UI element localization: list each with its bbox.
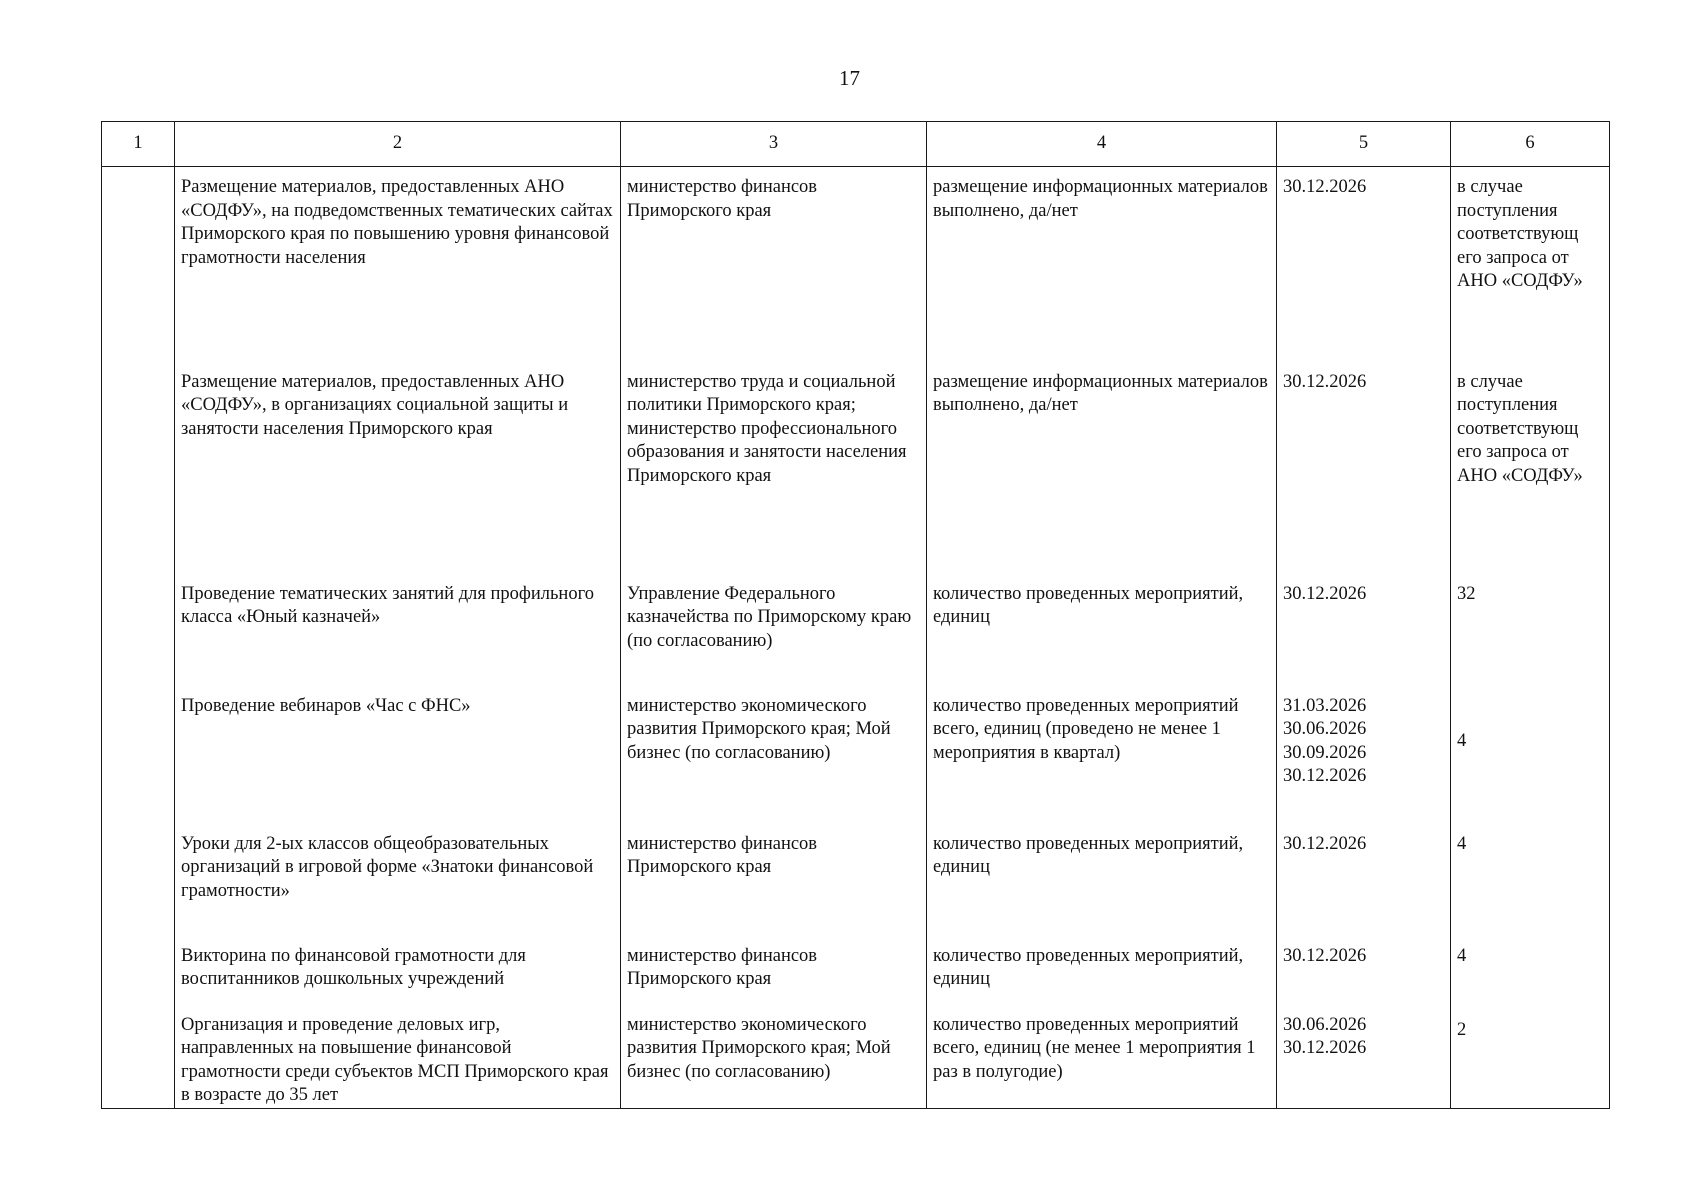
activities-table [101,121,1610,1109]
row-number-cell [102,1005,175,1109]
activity-cell: Проведение вебинаров «Час с ФНС» [175,686,621,824]
deadline-cell [1277,574,1451,686]
indicator-cell: количество проведенных мероприятий всего, единиц (проведено не менее 1 мероприятия в квартал) [927,686,1277,824]
responsible-cell: министерство труда и социальной политики Приморского края; министерство профессионального образования и занятости населения Приморского края [621,362,927,574]
responsible-cell: министерство финансов Приморского края [621,936,927,1005]
deadline-date: 30.09.2026 [1283,742,1367,763]
indicator-cell: размещение информационных материалов выполнено, да/нет [927,167,1277,362]
header-col-1: 1 [102,122,175,167]
deadline-date: 30.12.2026 [1283,1038,1367,1058]
indicator-cell: количество проведенных мероприятий, единиц [927,574,1277,686]
activity-cell: Организация и проведение деловых игр, направленных на повышение финансовой грамотности среди субъектов МСП Приморского края в возрасте до 35 лет [175,1005,621,1109]
indicator-cell: количество проведенных мероприятий, единиц [927,824,1277,936]
row-number-cell [102,167,175,362]
activity-cell: Уроки для 2-ых классов общеобразовательных организаций в игровой форме «Знатоки финансовой грамотности» [175,824,621,936]
deadline-date: 30.12.2026 [1283,177,1367,197]
table-body [102,167,1610,1109]
indicator-cell: размещение информационных материалов выполнено, да/нет [927,362,1277,574]
row-number-cell [102,824,175,936]
deadline-date: 30.06.2026 [1283,1014,1367,1035]
responsible-cell: Управление Федерального казначейства по Приморскому краю (по согласованию) [621,574,927,686]
header-col-4: 4 [927,122,1277,167]
value-cell: в случае поступления соответствующ его запроса от АНО «СОДФУ» [1451,362,1610,574]
indicator-cell: количество проведенных мероприятий, единиц [927,936,1277,1005]
row-number-cell [102,574,175,686]
deadline-cell [1277,1005,1451,1109]
deadline-date: 30.12.2026 [1283,371,1367,392]
table-row [102,936,1610,1005]
header-col-6: 6 [1451,122,1610,167]
indicator-cell: количество проведенных мероприятий всего, единиц (не менее 1 мероприятия 1 раз в полугодие) [927,1005,1277,1109]
deadline-cell [1277,936,1451,1005]
table-row [102,686,1610,824]
row-number-cell [102,362,175,574]
value-cell: 4 [1451,824,1610,936]
value-cell: 4 [1451,686,1610,824]
deadline-cell [1277,824,1451,936]
value-cell: в случае поступления соответствующ его запроса от АНО «СОДФУ» [1451,167,1610,362]
header-row [102,122,1610,167]
table-row [102,1005,1610,1109]
responsible-cell: министерство финансов Приморского края [621,824,927,936]
deadline-date: 30.12.2026 [1283,766,1367,786]
deadline-date: 30.12.2026 [1283,945,1367,966]
value-cell: 32 [1451,574,1610,686]
responsible-cell: министерство экономического развития Приморского края; Мой бизнес (по согласованию) [621,1005,927,1109]
responsible-cell: министерство финансов Приморского края [621,167,927,362]
activity-cell: Размещение материалов, предоставленных АНО «СОДФУ», в организациях социальной защиты и занятости населения Приморского края [175,362,621,574]
page-number: 17 [839,66,860,90]
deadline-date: 30.12.2026 [1283,583,1367,604]
value-cell: 2 [1451,1005,1610,1109]
table-row [102,824,1610,936]
row-number-cell [102,686,175,824]
header-col-3: 3 [621,122,927,167]
deadline-cell [1277,167,1451,362]
value-cell: 4 [1451,936,1610,1005]
activity-cell: Викторина по финансовой грамотности для воспитанников дошкольных учреждений [175,936,621,1005]
responsible-cell: министерство экономического развития Приморского края; Мой бизнес (по согласованию) [621,686,927,824]
table-row [102,574,1610,686]
row-number-cell [102,936,175,1005]
deadline-cell [1277,686,1451,824]
table-row [102,362,1610,574]
header-col-2: 2 [175,122,621,167]
header-col-5: 5 [1277,122,1451,167]
deadline-date: 30.12.2026 [1283,833,1367,854]
table-row [102,167,1610,362]
table-header [102,122,1610,167]
activity-cell: Размещение материалов, предоставленных АНО «СОДФУ», на подведомственных тематических сайтах Приморского края по повышению уровня финансовой грамотности населения [175,167,621,362]
activity-cell: Проведение тематических занятий для профильного класса «Юный казначей» [175,574,621,686]
deadline-date: 30.06.2026 [1283,719,1367,739]
deadline-date: 31.03.2026 [1283,695,1367,716]
deadline-cell [1277,362,1451,574]
